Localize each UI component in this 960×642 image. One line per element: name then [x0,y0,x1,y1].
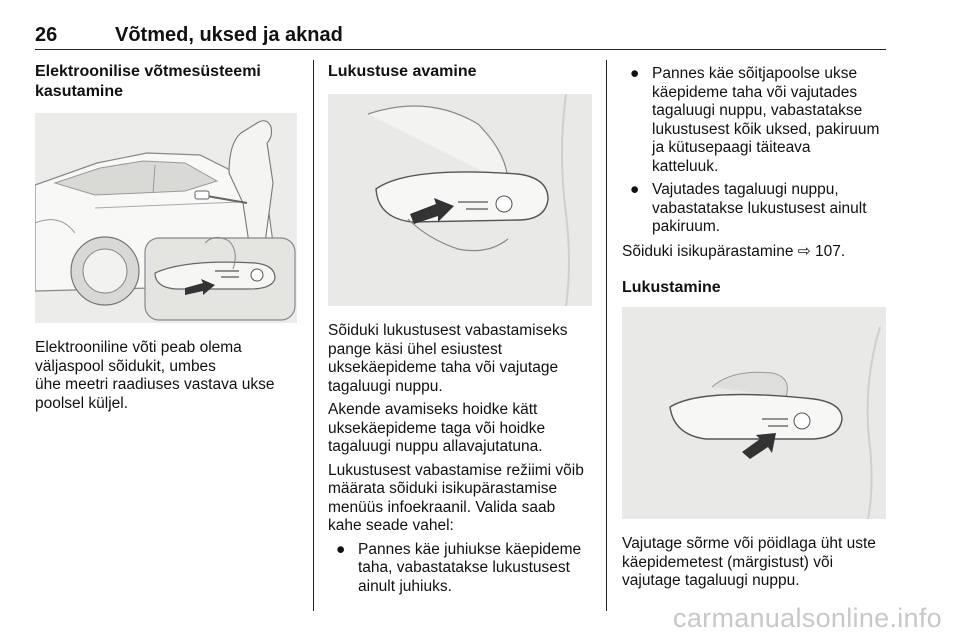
bullet-icon: ● [336,540,346,558]
heading-line: kasutamine [35,83,124,100]
figure-car-keyless [35,113,297,323]
body-text-line: Lukustusest vabastamise režiimi võib [328,461,584,479]
list-item-line: lukustusest kõik uksed, pakiruum [652,120,880,138]
watermark: carmanualsonline.info [673,603,942,633]
body-text-line: Vajutage sõrme või pöidlaga üht uste [622,535,876,552]
heading-line: Elektroonilise võtmesüsteemi [35,63,261,80]
list-item-line: katteluuk. [652,157,719,175]
column-divider-1 [313,60,314,611]
figure-door-handle-lock [622,307,886,519]
body-text-line: tagaluugi nuppu allavajutatuna. [328,438,543,455]
section-heading-lock: Lukustamine [622,279,721,296]
body-text-line: käepidemetest (märgistust) või [622,553,834,571]
list-item-line: käepideme taha või vajutades [652,83,858,101]
list-item-line: tagaluugi nuppu, vabastatakse [652,102,863,119]
chapter-title: Võtmed, uksed ja aknad [115,24,343,46]
column-3 [622,65,886,591]
body-text-line: poolsel küljel. [35,394,129,412]
figure-door-handle-unlock [328,94,592,306]
body-text-line: kahe seade vahel: [328,517,454,534]
door-handle-illustration [328,94,592,306]
door-handle-lock-illustration [622,307,886,519]
list-item [622,65,886,176]
body-text-line: Elektrooniline võti peab olema [35,339,242,356]
keyless-description [35,339,297,413]
body-text-line: menüüs infoekraanil. Valida saab [328,498,556,516]
column-2 [328,62,592,596]
list-item-line: vabastatakse lukustusest ainult [652,199,867,217]
body-text-line: uksekäepideme taha või vajutage [328,359,559,376]
list-item-line: Pannes käe sõitjapoolse ukse [652,65,858,82]
body-text-line: määrata sõiduki isikupärastamise [328,480,558,497]
body-text-line: ühe meetri raadiuses vastava ukse [35,376,275,393]
list-item-line: taha, vabastatakse lukustusest [358,559,570,576]
body-text-line: Sõiduki lukustusest vabastamiseks [328,322,568,339]
list-item [328,541,592,597]
body-text-line: väljaspool sõidukit, umbes [35,357,216,375]
column-divider-2 [606,60,607,611]
body-text-line: tagaluugi nuppu. [328,377,443,395]
bullet-icon: ● [630,181,640,198]
column-1 [35,62,297,413]
list-item-line: Pannes käe juhiukse käepideme [358,540,582,558]
page-header [35,20,886,50]
list-item-line: Vajutades tagaluugi nuppu, [652,181,839,198]
body-text-line: vajutage tagaluugi nuppu. [622,572,800,589]
body-text-line: Akende avamiseks hoidke kätt [328,401,538,418]
page-number: 26 [35,24,58,46]
list-item-line: ja kütusepaagi täiteava [652,139,811,156]
list-item-line: pakiruum. [652,218,721,235]
bullet-icon: ● [630,65,640,82]
unlock-mode-list-continued [622,65,886,237]
list-item [622,181,886,237]
unlock-mode-list [328,541,592,597]
list-item-line: ainult juhiuks. [358,577,452,595]
body-text-line: pange käsi ühel esiustest [328,340,503,358]
section-heading-keyless [35,62,297,102]
crossref-personalisation[interactable]: Sõiduki isikupärastamine ⇨ 107. [622,242,846,260]
body-text-line: uksekäepideme taga või hoidke [328,419,546,437]
section-heading-unlock: Lukustuse avamine [328,63,477,80]
car-illustration [35,113,297,323]
